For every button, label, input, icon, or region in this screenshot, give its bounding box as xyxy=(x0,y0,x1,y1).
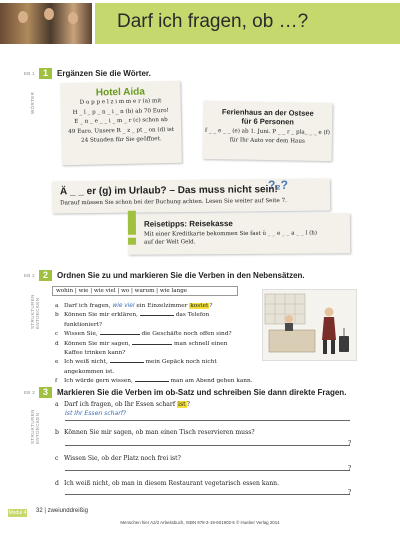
ex2-items: a Darf ich fragen, wie viel ein Einzelzimmer kostet? b Können Sie mir erklären, das Telefon funktioniert? c Wissen Sie, die Geschäfte noch offen sind? d Können Sie mir sagen, man schnell einen Kaffee trinken kann? e Ich weiß nicht, mein Gepäck noch nicht angekommen ist. f Ich würde gern wissen, man am Abend gehen kann. xyxy=(55,302,255,387)
page-footer xyxy=(0,506,400,530)
answer-blank[interactable] xyxy=(110,362,144,363)
ex3-side-label: EB 3 xyxy=(24,390,35,395)
ex2-task: Ordnen Sie zu und markieren Sie die Verben in den Nebensätzen. xyxy=(57,271,305,280)
page-number: 32 | zweiunddreißig xyxy=(36,508,88,514)
answer-line-c[interactable] xyxy=(65,470,350,471)
urlaub-card-title: Ä _ _ er (g) im Urlaub? – Das muss nicht sein! xyxy=(59,184,278,198)
ex2-item-c: c Wissen Sie, die Geschäfte noch offen sind? xyxy=(55,331,232,338)
word-box: wohin | wie | wie viel | wo | warum | wie lange xyxy=(52,286,238,296)
ex1-number: 1 xyxy=(39,68,52,79)
highlighted-verb: kostet xyxy=(190,303,209,309)
ferienhaus-title-2: für 6 Personen xyxy=(241,116,294,127)
ex1-vertical-label: WÖRTER xyxy=(30,91,35,114)
answer-line-d[interactable] xyxy=(65,494,350,495)
handwritten-answer: wie viel xyxy=(112,303,135,309)
reisetipps-title: Reisetipps: Reisekasse xyxy=(143,219,233,229)
ex2-number: 2 xyxy=(39,270,52,281)
ex2-item-b: b Können Sie mir erklären, das Telefon xyxy=(55,312,210,319)
answer-blank[interactable] xyxy=(135,381,169,382)
hotel-card-title: Hotel Aida xyxy=(95,86,146,99)
answer-blank[interactable] xyxy=(140,315,174,316)
hotel-line: D o p p e l z i m m e r (a) mit xyxy=(79,98,162,106)
ex2-item-d: d Können Sie mir sagen, man schnell einen xyxy=(55,340,228,347)
ex3-task: Markieren Sie die Verben im ob-Satz und schreiben Sie dann direkte Fragen. xyxy=(57,388,347,397)
reisetipps-card xyxy=(128,213,350,255)
answer-line-b[interactable] xyxy=(65,445,350,446)
title-bar xyxy=(95,3,400,44)
ex3-number: 3 xyxy=(39,387,52,398)
exclamation-icon xyxy=(126,211,138,245)
imprint: Menschen hier A2/2 Arbeitsbuch, ISBN 978-3-19-601902-5 © Hueber Verlag 2014 xyxy=(120,520,280,525)
ex3-item-b: b Können Sie mir sagen, ob man einen Tisch reservieren muss? xyxy=(55,429,255,436)
ferienhaus-line: f _ _ e _ _ (e) ab 1. Juni. P _ _ r _ pla_ _ _ e (f) xyxy=(204,127,331,137)
hotel-line: 49 Euro. Unsere R _ z _ pt _ on (d) ist xyxy=(68,126,175,135)
ex3-vertical-label: STRUKTUREN ENTDECKEN xyxy=(30,409,40,444)
hotel-card xyxy=(60,81,182,165)
page-header xyxy=(0,0,400,46)
handwritten-answer: Ist Ihr Essen scharf? xyxy=(65,410,127,417)
ex2-item-e: e Ich weiß nicht, mein Gepäck noch nicht angekommen ist. xyxy=(55,359,217,375)
answer-blank[interactable] xyxy=(132,344,172,345)
answer-line-a[interactable] xyxy=(65,420,350,421)
page-title: Darf ich fragen, ob …? xyxy=(117,11,309,32)
ex1-task: Ergänzen Sie die Wörter. xyxy=(57,69,151,78)
ferienhaus-line: für Ihr Auto vor dem Haus xyxy=(229,137,305,145)
reisetipps-line: Mit einer Kreditkarte bekommen Sie fast ü _ _ e _ _ a _ _ l (h) xyxy=(143,230,318,238)
question-marks: ?₂? xyxy=(268,178,288,192)
ex2-item-f: f Ich würde gern wissen, man am Abend gehen kann. xyxy=(55,378,253,385)
ex2-item-a: a Darf ich fragen, wie viel ein Einzelzimmer kostet? xyxy=(55,303,213,309)
modul-badge: Modul 4 xyxy=(8,510,27,516)
ex3-item-c: c Wissen Sie, ob der Platz noch frei ist? xyxy=(55,455,181,462)
ex2-side-label: EB 2 xyxy=(24,273,35,278)
reisetipps-line: auf der Welt Geld. xyxy=(144,239,196,246)
urlaub-card xyxy=(52,179,330,214)
hotel-reception-illustration xyxy=(262,289,357,361)
answer-blank[interactable] xyxy=(100,334,140,335)
ferienhaus-title-1: Ferienhaus an der Ostsee xyxy=(221,107,314,118)
ex3-item-d: d Ich weiß nicht, ob man in diesem Restaurant vegetarisch essen kann. xyxy=(55,480,280,487)
ex3-item-a: a Darf ich fragen, ob Ihr Essen scharf ist? xyxy=(55,401,190,408)
urlaub-card-line: Darauf müssen Sie schon bei der Buchung achten. Lesen Sie weiter auf Seite 7. xyxy=(60,197,287,207)
hotel-line: E _ n _ e _ _ i _ m _ r (c) schon ab xyxy=(74,117,168,125)
ex1-side-label: EB 1 xyxy=(24,71,35,76)
highlighted-verb: ist xyxy=(178,401,186,408)
header-photo xyxy=(0,3,92,44)
ferienhaus-card xyxy=(203,101,333,161)
hotel-line: 24 Stunden für Sie geöffnet. xyxy=(81,136,162,144)
hotel-line: H _ l _ p _ n _ i _ n (b) ab 70 Euro! xyxy=(72,107,169,116)
ex2-vertical-label: STRUKTUREN ENTDECKEN xyxy=(30,294,40,329)
